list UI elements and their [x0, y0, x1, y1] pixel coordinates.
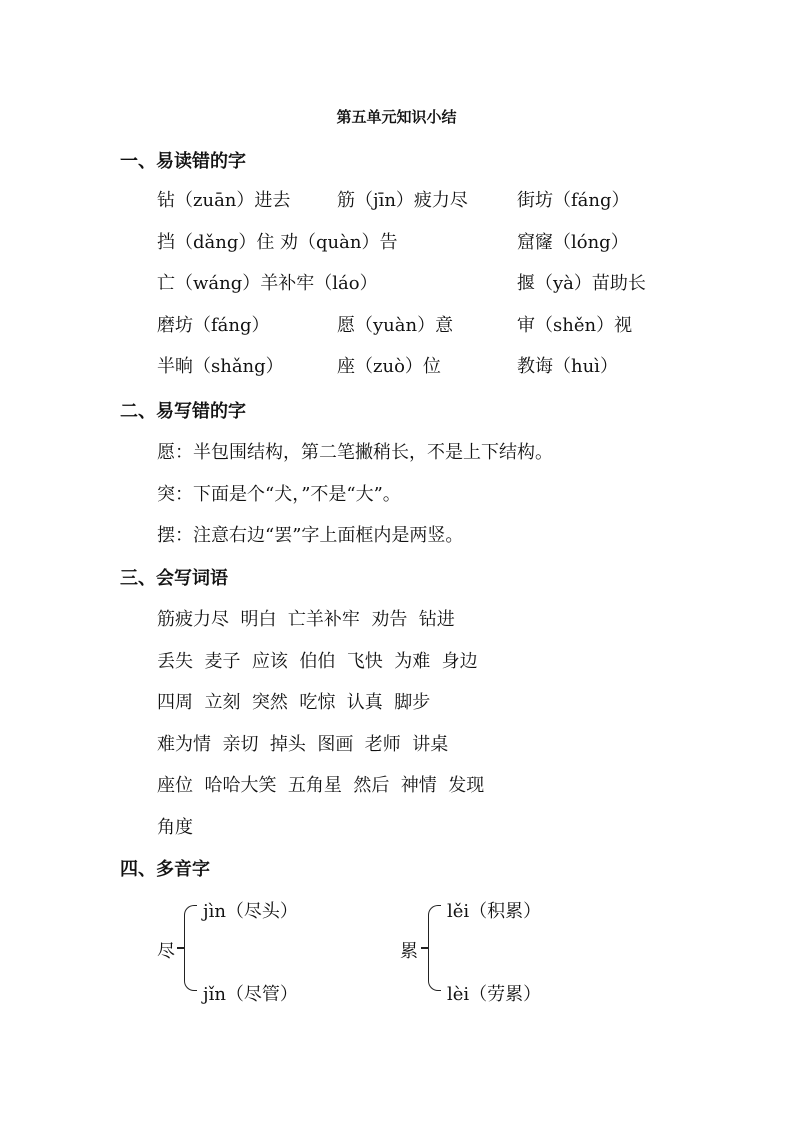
- writing-note: 愿：半包围结构，第二笔撇稍长，不是上下结构。: [157, 442, 553, 463]
- reading-item: 磨坊（fáng）: [157, 315, 270, 336]
- reading-item: 愿（yuàn）意: [337, 315, 454, 336]
- reading-item: 半晌（shǎng）: [157, 356, 284, 377]
- reading-item: 窟窿（lóng）: [517, 232, 629, 253]
- section-heading-2: 二、易写错的字: [120, 401, 246, 422]
- polyphone-reading: jǐn（尽管）: [203, 984, 298, 1005]
- reading-item: 挡（dǎng）住: [157, 232, 275, 253]
- reading-item: 教诲（huì）: [517, 356, 618, 377]
- reading-item: 街坊（fáng）: [517, 190, 630, 211]
- brace-tip: [421, 947, 429, 949]
- brace-tip: [177, 947, 185, 949]
- polyphone-char: 尽: [157, 941, 175, 962]
- word-line: 难为情 亲切 掉头 图画 老师 讲桌: [157, 734, 449, 755]
- reading-item: 劝（quàn）告: [280, 232, 398, 253]
- page-title: 第五单元知识小结: [336, 108, 457, 126]
- brace: [428, 905, 441, 948]
- polyphone-reading: lèi（劳累）: [447, 984, 542, 1005]
- polyphone-reading: lěi（积累）: [447, 901, 542, 922]
- writing-note: 突：下面是个“犬，”不是“大”。: [157, 484, 401, 505]
- reading-item: 钻（zuān）进去: [157, 190, 291, 211]
- reading-item: 审（shěn）视: [517, 315, 633, 336]
- section-heading-3: 三、会写词语: [120, 568, 228, 589]
- word-line: 四周 立刻 突然 吃惊 认真 脚步: [157, 692, 431, 713]
- brace: [184, 905, 197, 948]
- word-line: 角度: [157, 817, 193, 838]
- word-line: 丢失 麦子 应该 伯伯 飞快 为难 身边: [157, 651, 478, 672]
- reading-item: 揠（yà）苗助长: [517, 273, 646, 294]
- brace: [184, 948, 197, 991]
- brace: [428, 948, 441, 991]
- word-line: 座位 哈哈大笑 五角星 然后 神情 发现: [157, 775, 485, 796]
- reading-item: 筋（jīn）疲力尽: [337, 190, 468, 211]
- polyphone-char: 累: [400, 941, 418, 962]
- word-line: 筋疲力尽 明白 亡羊补牢 劝告 钻进: [157, 609, 455, 630]
- reading-item: 亡（wáng）羊补牢（láo）: [157, 273, 378, 294]
- section-heading-1: 一、易读错的字: [120, 151, 246, 172]
- polyphone-reading: jìn（尽头）: [203, 901, 298, 922]
- writing-note: 摆：注意右边“罢”字上面框内是两竖。: [157, 525, 464, 546]
- section-heading-4: 四、多音字: [120, 859, 210, 880]
- reading-item: 座（zuò）位: [337, 356, 441, 377]
